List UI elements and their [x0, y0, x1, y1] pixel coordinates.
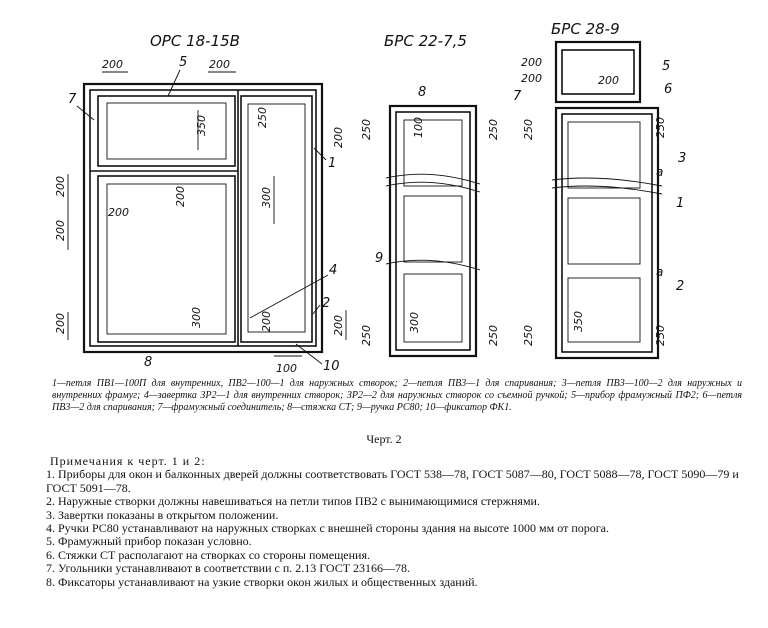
note-item: 1. Приборы для окон и балконных дверей должны соответствовать ГОСТ 538—78, ГОСТ 5087—80, ГОСТ 5088—78, ГОСТ 5090—79 и ГОСТ 5091—78. [46, 467, 739, 495]
svg-text:200: 200 [598, 74, 619, 87]
notes-block [46, 455, 746, 589]
svg-text:10: 10 [323, 359, 340, 374]
svg-text:3: 3 [678, 151, 687, 166]
svg-text:7: 7 [513, 89, 522, 104]
note-item: 7. Угольники устанавливают в соответствии с п. 2.13 ГОСТ 23166—78. [46, 561, 411, 576]
note-item: 6. Стяжки СТ располагают на створках со стороны помещения. [46, 547, 370, 562]
svg-text:350: 350 [572, 311, 585, 332]
svg-text:200: 200 [521, 56, 542, 69]
title-ors-18-15v: ОРС 18-15В [150, 32, 240, 50]
note-item: 4. Ручки РС80 устанавливают на наружных створках с внешней стороны здания на высоте 1000 мм от порога. [46, 521, 609, 536]
svg-text:250: 250 [487, 119, 500, 140]
svg-text:a: a [656, 265, 664, 279]
svg-text:200: 200 [54, 313, 67, 334]
svg-text:250: 250 [654, 117, 667, 138]
svg-text:200: 200 [521, 72, 542, 85]
svg-text:2: 2 [322, 296, 331, 311]
drawing-legend: 1—петля ПВ1—100П для внутренних, ПВ2—100—1 для наружных створок; 2—петля ПВ3—1 для спаривания; 3—петля ПВ3—100—2 для наружных и внутренних фрамуг; 4—завертка ЗР2—1 для внутренних створок; ЗР2—2 для наружных створок со съемной ручкой; 5—прибор фрамужный ПФ2; 6—петля ПВ3—2 для спаривания; 7—фрамужный соединитель; 8—стяжка СТ; 9—ручка РС80; 10—фиксатор ФК1. [52, 378, 742, 413]
svg-text:100: 100 [412, 117, 425, 138]
svg-text:350: 350 [195, 115, 208, 136]
notes-header: Примечания к черт. 1 и 2: [50, 454, 206, 468]
svg-text:250: 250 [522, 325, 535, 346]
svg-text:200: 200 [54, 220, 67, 241]
svg-text:200: 200 [174, 186, 187, 207]
note-item: 2. Наружные створки должны навешиваться на петли типов ПВ2 с вынимающимися стержнями. [46, 494, 540, 509]
svg-text:300: 300 [408, 312, 421, 333]
svg-text:250: 250 [360, 325, 373, 346]
svg-text:250: 250 [654, 325, 667, 346]
svg-text:250: 250 [487, 325, 500, 346]
svg-text:200: 200 [260, 311, 273, 332]
svg-text:200: 200 [332, 315, 345, 336]
figure-caption: Черт. 2 [366, 432, 402, 446]
svg-text:1: 1 [328, 156, 337, 171]
svg-text:200: 200 [332, 127, 345, 148]
svg-text:8: 8 [144, 355, 153, 370]
svg-text:300: 300 [260, 187, 273, 208]
svg-text:6: 6 [664, 82, 673, 97]
svg-text:9: 9 [375, 251, 384, 266]
svg-text:200: 200 [108, 206, 129, 219]
svg-text:250: 250 [256, 107, 269, 128]
svg-text:4: 4 [329, 263, 338, 278]
svg-text:1: 1 [676, 196, 685, 211]
svg-text:300: 300 [190, 307, 203, 328]
dimensions-middle [360, 85, 500, 346]
svg-text:250: 250 [360, 119, 373, 140]
svg-text:200: 200 [54, 176, 67, 197]
title-brs-28-9: БРС 28-9 [551, 20, 620, 38]
note-item: 8. Фиксаторы устанавливают на узкие створки окон жилых и общественных зданий. [46, 574, 478, 589]
door-brs-22-7-5 [386, 106, 480, 356]
svg-text:7: 7 [68, 92, 77, 107]
note-item: 5. Фрамужный прибор показан условно. [46, 534, 252, 549]
svg-text:250: 250 [522, 119, 535, 140]
svg-text:200: 200 [102, 58, 123, 71]
svg-text:2: 2 [676, 279, 685, 294]
svg-text:5: 5 [662, 59, 671, 74]
svg-text:a: a [656, 165, 664, 179]
svg-text:5: 5 [179, 55, 188, 70]
note-item: 3. Завертки показаны в открытом положении. [46, 507, 279, 522]
svg-text:8: 8 [418, 85, 427, 100]
title-brs-22-7-5: БРС 22-7,5 [384, 32, 467, 50]
svg-text:100: 100 [276, 362, 297, 375]
dimensions-right [513, 56, 686, 346]
svg-text:200: 200 [209, 58, 230, 71]
door-brs-28-9 [552, 42, 662, 358]
